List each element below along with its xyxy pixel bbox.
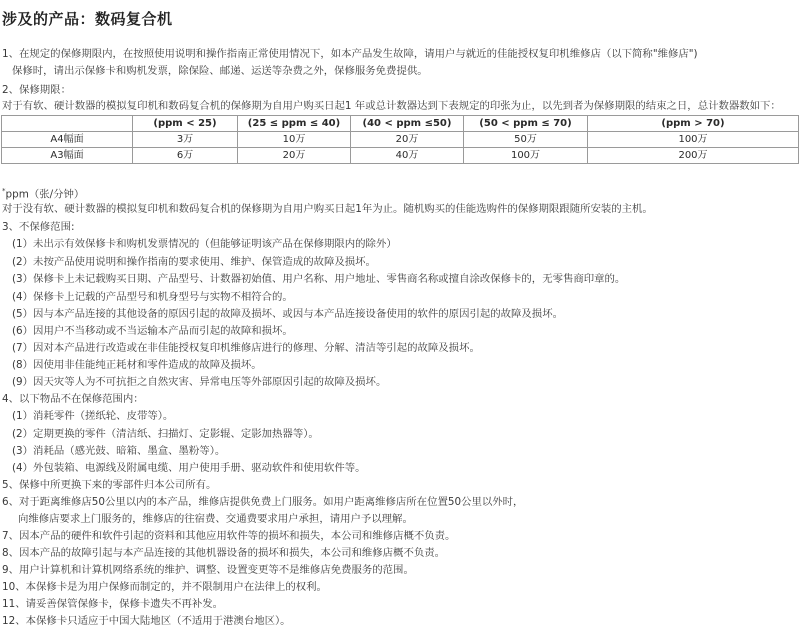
no-counter-text: 对于没有软、硬计数器的模拟复印机和数码复合机的保修期为自用户购买日起1年为止。随机购买的佳能选购件的保修期限跟随所安装的主机。 [2, 203, 653, 215]
table-header-cell [2, 116, 133, 132]
clause-7: 7、因本产品的硬件和软件引起的资料和其他应用软件等的损坏和损失，本公司和维修店概不负责。 [2, 530, 456, 542]
table-cell: 20万 [351, 132, 464, 148]
warranty-table [1, 115, 799, 164]
table-cell: 10万 [238, 132, 351, 148]
table-header-cell: (50 < ppm ≤ 70) [464, 116, 588, 132]
clause-6: 6、对于距离维修店50公里以内的本产品，维修店提供免费上门服务。如用户距离维修店所在位置50公里以外时， [2, 496, 524, 508]
footnote [2, 184, 84, 201]
table-cell: 100万 [464, 148, 588, 164]
clause-6-continued: 向维修店要求上门服务的，维修店的往宿费、交通费要求用户承担，请用户予以理解。 [18, 513, 413, 525]
intro-line-1: 1、在规定的保修期限内，在按照使用说明和操作指南正常使用情况下，如本产品发生故障，请用户与就近的佳能授权复印机维修店（以下简称"维修店") [2, 48, 698, 60]
intro-line-2: 保修时，请出示保修卡和购机发票，除保险、邮递、运送等杂费之外，保修服务免费提供。 [12, 65, 428, 77]
list-item: (2）定期更换的零件（清洁纸、扫描灯、定影辊、定影加热器等）。 [12, 428, 319, 440]
list-item: (3）消耗品（感光鼓、暗箱、墨盒、墨粉等）。 [12, 445, 226, 457]
clause-11: 11、请妥善保管保修卡，保修卡遗失不再补发。 [2, 598, 224, 610]
clause-12: 12、本保修卡只适应于中国大陆地区（不适用于港澳台地区）。 [2, 615, 291, 627]
clause-9: 9、用户计算机和计算机网络系统的维护、调整、设置变更等不是维修店免费服务的范围。 [2, 564, 414, 576]
table-row [2, 148, 799, 164]
warranty-period-heading: 2、保修期限： [2, 84, 71, 96]
list-item: (2）未按产品使用说明和操作指南的要求使用、维护、保管造成的故障及损坏。 [12, 256, 376, 268]
table-header-cell: (ppm > 70) [588, 116, 799, 132]
list-item: (3）保修卡上未记载购买日期、产品型号、计数器初始值、用户名称、用户地址、零售商名称或擅自涂改保修卡的，无零售商印章的。 [12, 273, 626, 285]
table-cell: 20万 [238, 148, 351, 164]
table-header-cell: (40 < ppm ≤50) [351, 116, 464, 132]
clause-8: 8、因本产品的故障引起与本产品连接的其他机器设备的损坏和损失，本公司和维修店概不负责。 [2, 547, 446, 559]
table-cell: 200万 [588, 148, 799, 164]
section4-heading: 4、以下物品不在保修范围内： [2, 393, 144, 405]
list-item: (5）因与本产品连接的其他设备的原因引起的故障及损坏、或因与本产品连接设备使用的软件的原因引起的故障及损坏。 [12, 308, 563, 320]
list-item: (1）消耗零件（搓纸轮、皮带等）。 [12, 410, 174, 422]
table-cell: A4幅面 [2, 132, 133, 148]
table-header-row [2, 116, 799, 132]
table-header-cell: (25 ≤ ppm ≤ 40) [238, 116, 351, 132]
table-cell: A3幅面 [2, 148, 133, 164]
warranty-period-text: 对于有软、硬计数器的模拟复印机和数码复合机的保修期为自用户购买日起1 年或总计数器达到下表规定的印张为止，以先到者为保修期限的结束之日，总计数器数如下： [2, 100, 781, 112]
list-item: (6）因用户不当移动或不当运输本产品而引起的故障和损坏。 [12, 325, 293, 337]
page-title: 涉及的产品：数码复合机 [2, 10, 173, 28]
list-item: (4）外包装箱、电源线及附属电缆、用户使用手册、驱动软件和使用软件等。 [12, 462, 366, 474]
table-cell: 50万 [464, 132, 588, 148]
list-item: (4）保修卡上记载的产品型号和机身型号与实物不相符合的。 [12, 291, 293, 303]
section3-heading: 3、不保修范围: [2, 221, 75, 233]
table-cell: 3万 [133, 132, 238, 148]
list-item: (9）因天灾等人为不可抗拒之自然灾害、异常电压等外部原因引起的故障及损坏。 [12, 376, 387, 388]
table-cell: 40万 [351, 148, 464, 164]
table-header-cell: (ppm < 25) [133, 116, 238, 132]
clause-10: 10、本保修卡是为用户保修而制定的，并不限制用户在法律上的权利。 [2, 581, 327, 593]
list-item: (1）未出示有效保修卡和购机发票情况的（但能够证明该产品在保修期限内的除外） [12, 238, 397, 250]
list-item: (7）因对本产品进行改造或在非佳能授权复印机维修店进行的修理、分解、清洁等引起的故障及损坏。 [12, 342, 480, 354]
clause-5: 5、保修中所更换下来的零部件归本公司所有。 [2, 479, 217, 491]
table-cell: 6万 [133, 148, 238, 164]
footnote-text: ppm（张/分钟） [5, 188, 85, 201]
table-cell: 100万 [588, 132, 799, 148]
list-item: (8）因使用非佳能纯正耗材和零件造成的故障及损坏。 [12, 359, 262, 371]
footnote-mark: * [2, 187, 6, 195]
table-row [2, 132, 799, 148]
